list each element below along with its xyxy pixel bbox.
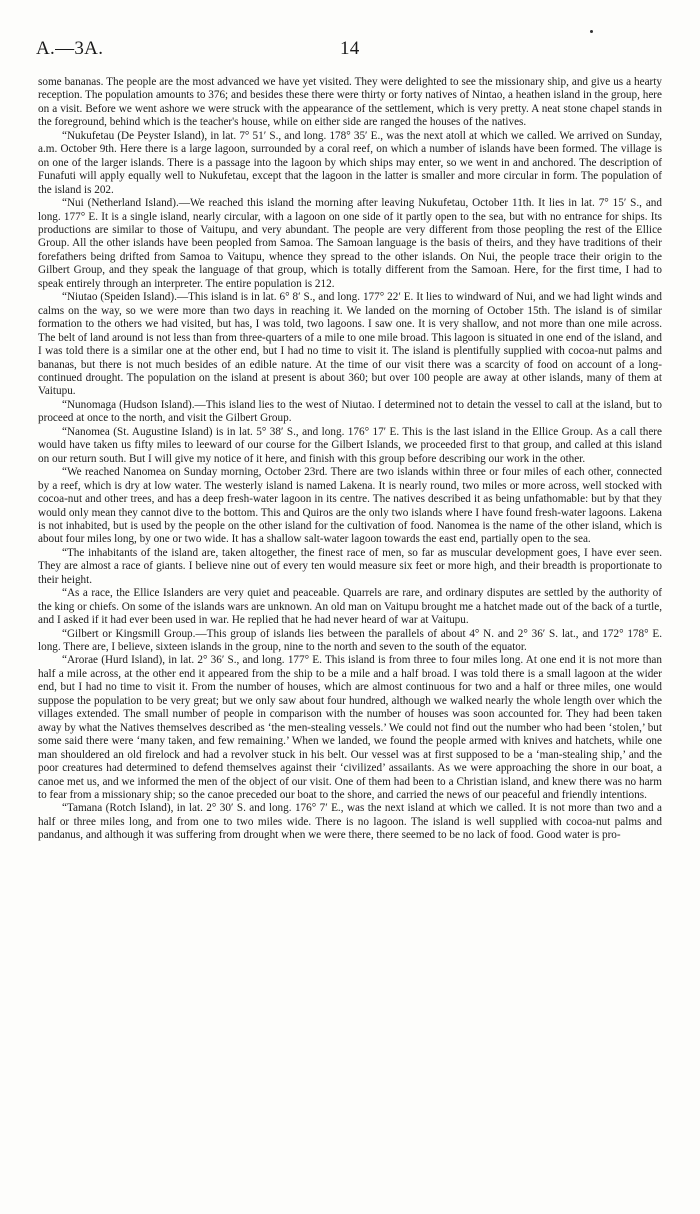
paragraph-gilbert-group: “Gilbert or Kingsmill Group.—This group of islands lies between the parallels of about 4° N. and 2° 36′ S. lat., and 172° 178° E. long. There are, I believe, sixteen islands in the group, nine to the north and seven to the south of the equator.: [38, 627, 662, 654]
page-number: 14: [340, 38, 360, 59]
paragraph-nui: “Nui (Netherland Island).—We reached this island the morning after leaving Nukufetau, October 11th. It lies in lat. 7° 15′ S., and long. 177° E. It is a single island, nearly circular, with a lagoon on one side of it partly open to the sea, but with no entrance for ships. Its productions are similar to those of Vaitupu, and very abundant. The people are very different from those peopling the rest of the Ellice Group. All the other islands have been peopled from Samoa. The Samoan language is the basis of theirs, and they have traditions of their forefathers being drifted from Samoa to Vaitupu, whence they spread to the other islands. On Nui, the people trace their origin to the Gilbert Group, and they speak the language of that group, which is totally different from the Samoan. Here, for the first time, I had to speak entirely through an interpreter. The entire population is 212.: [38, 197, 662, 290]
paragraph-nunomaga: “Nunomaga (Hudson Island).—This island lies to the west of Niutao. I determined not to detain the vessel to call at the island, but to proceed at once to the north, and visit the Gilbert Group.: [38, 398, 662, 425]
body-text: [38, 76, 662, 843]
paragraph-nanomea: “Nanomea (St. Augustine Island) is in lat. 5° 38′ S., and long. 176° 17′ E. This is the last island in the Ellice Group. As a call there would have taken us fifty miles to leeward of our course for the Gilbert Islands, we proceeded first to that group, and called at this island on our return south. But I will give my notice of it here, and finish with this group before describing our work in the other.: [38, 425, 662, 465]
paragraph-ellice-race: “As a race, the Ellice Islanders are very quiet and peaceable. Quarrels are rare, and ordinary disputes are settled by the authority of the king or chiefs. On some of the islands wars are unknown. An old man on Vaitupu brought me a hatchet made out of the back of a turtle, and I asked if it had ever been used in war. He replied that he had never heard of war at Vaitupu.: [38, 587, 662, 627]
paragraph-tamana: “Tamana (Rotch Island), in lat. 2° 30′ S. and long. 176° 7′ E., was the next island at which we called. It is not more than two and a half or three miles long, and from one to two miles wide. There is no lagoon. The island is well supplied with cocoa-nut palms and pandanus, and although it was suffering from drought when we were there, there seemed to be no lack of food. Good water is pro-: [38, 802, 662, 842]
document-reference: A.—3A.: [36, 38, 104, 59]
paragraph-inhabitants: “The inhabitants of the island are, taken altogether, the finest race of men, so far as muscular development goes, I have ever seen. They are almost a race of giants. I believe nine out of every ten would measure six feet or more high, and their breadth is proportionate to their height.: [38, 546, 662, 586]
paragraph-funafuti-end: some bananas. The people are the most advanced we have yet visited. They were delighted to see the missionary ship, and give us a hearty reception. The population amounts to 376; and besides these there were thirty or forty natives of Nintao, a heathen island in the group, here on a visit. Before we went ashore we were struck with the appearance of the settlement, which is very pretty. A neat stone chapel stands in the foreground, behind which is the teacher's house, while on either side are ranged the houses of the natives.: [38, 76, 662, 129]
paragraph-nanomea-visit: “We reached Nanomea on Sunday morning, October 23rd. There are two islands within three or four miles of each other, connected by a reef, which is dry at low water. The westerly island is named Lakena. It is nearly round, two miles or more across, well stocked with cocoa-nut and other trees, and has a deep fresh-water lagoon in its centre. The natives described it as being unfathomable: but by that they would only mean they cannot dive to the bottom. This and Quiros are the only two islands where I have found fresh-water lagoons. Lakena is not inhabited, but is used by the people on the other island for the cultivation of food. Nanomea is the name of the other island, which is about four miles long, by one or two wide. It has a shallow salt-water lagoon towards the east end, partially open to the sea.: [38, 466, 662, 546]
paragraph-arorae: “Arorae (Hurd Island), in lat. 2° 36′ S., and long. 177° E. This island is from three to four miles long. At one end it is not more than half a mile across, at the other end it appeared from the ship to be a mile and a half broad. I was told there is a small lagoon at the wider end, but I had no time to visit it. From the number of houses, which are almost continuous for two and a half or three miles, one would suppose the population to be very great; but we only saw about four hundred, although we walked nearly the whole length over which the villages extended. The small number of people in comparison with the number of houses was soon accounted for. They had been taken away by what the Natives themselves described as ‘the men-stealing vessels.’ We could not find out the number who had been ‘stolen,’ but some said there were ‘many taken, and few remaining.’ When we landed, we found the people armed with knives and hatchets, while one man shouldered an old firelock and had a revolver stuck in his belt. Our vessel was at first supposed to be a ‘man-stealing ship,’ and the poor creatures had determined to defend themselves against their ‘civilized’ assailants. As we were approaching the shore in our boat, a canoe met us, and we informed the men of the object of our visit. One of them had been to a Christian island, and knew there was no harm to fear from a missionary ship; so the canoe preceded our boat to the shore, and carried the news of our peaceful and friendly intentions.: [38, 654, 662, 802]
paragraph-nukufetau: “Nukufetau (De Peyster Island), in lat. 7° 51′ S., and long. 178° 35′ E., was the next atoll at which we called. We arrived on Sunday, a.m. October 9th. Here there is a large lagoon, surrounded by a coral reef, on which a number of islands have been formed. The village is on one of the larger islands. There is a passage into the lagoon by which ships may enter, so we went in and anchored. The description of Funafuti will apply equally well to Nukufetau, except that the lagoon in the latter is smaller and more circular in form. The population of the island is 202.: [38, 129, 662, 196]
print-speck: [590, 30, 593, 33]
paragraph-niutao: “Niutao (Speiden Island).—This island is in lat. 6° 8′ S., and long. 177° 22′ E. It lies to windward of Nui, and we had light winds and calms on the way, so we were more than two days in reaching it. We landed on the morning of October 15th. The island is of similar formation to the others we had visited, but has, I was told, two lagoons. I saw one. It is very shallow, and not more than one mile across. The belt of land around is not less than from three-quarters of a mile to one mile broad. This lagoon is situated in one end of the island, and I was told there is a similar one at the other end, but I had no time to visit it. The island is plentifully supplied with cocoa-nut palms and bananas, but there is not much besides of an edible nature. At the time of our visit there was a scarcity of food on account of a long-continued drought. The population on the island at present is about 360; but over 100 people are away at other islands, many of them at Vaitupu.: [38, 291, 662, 398]
